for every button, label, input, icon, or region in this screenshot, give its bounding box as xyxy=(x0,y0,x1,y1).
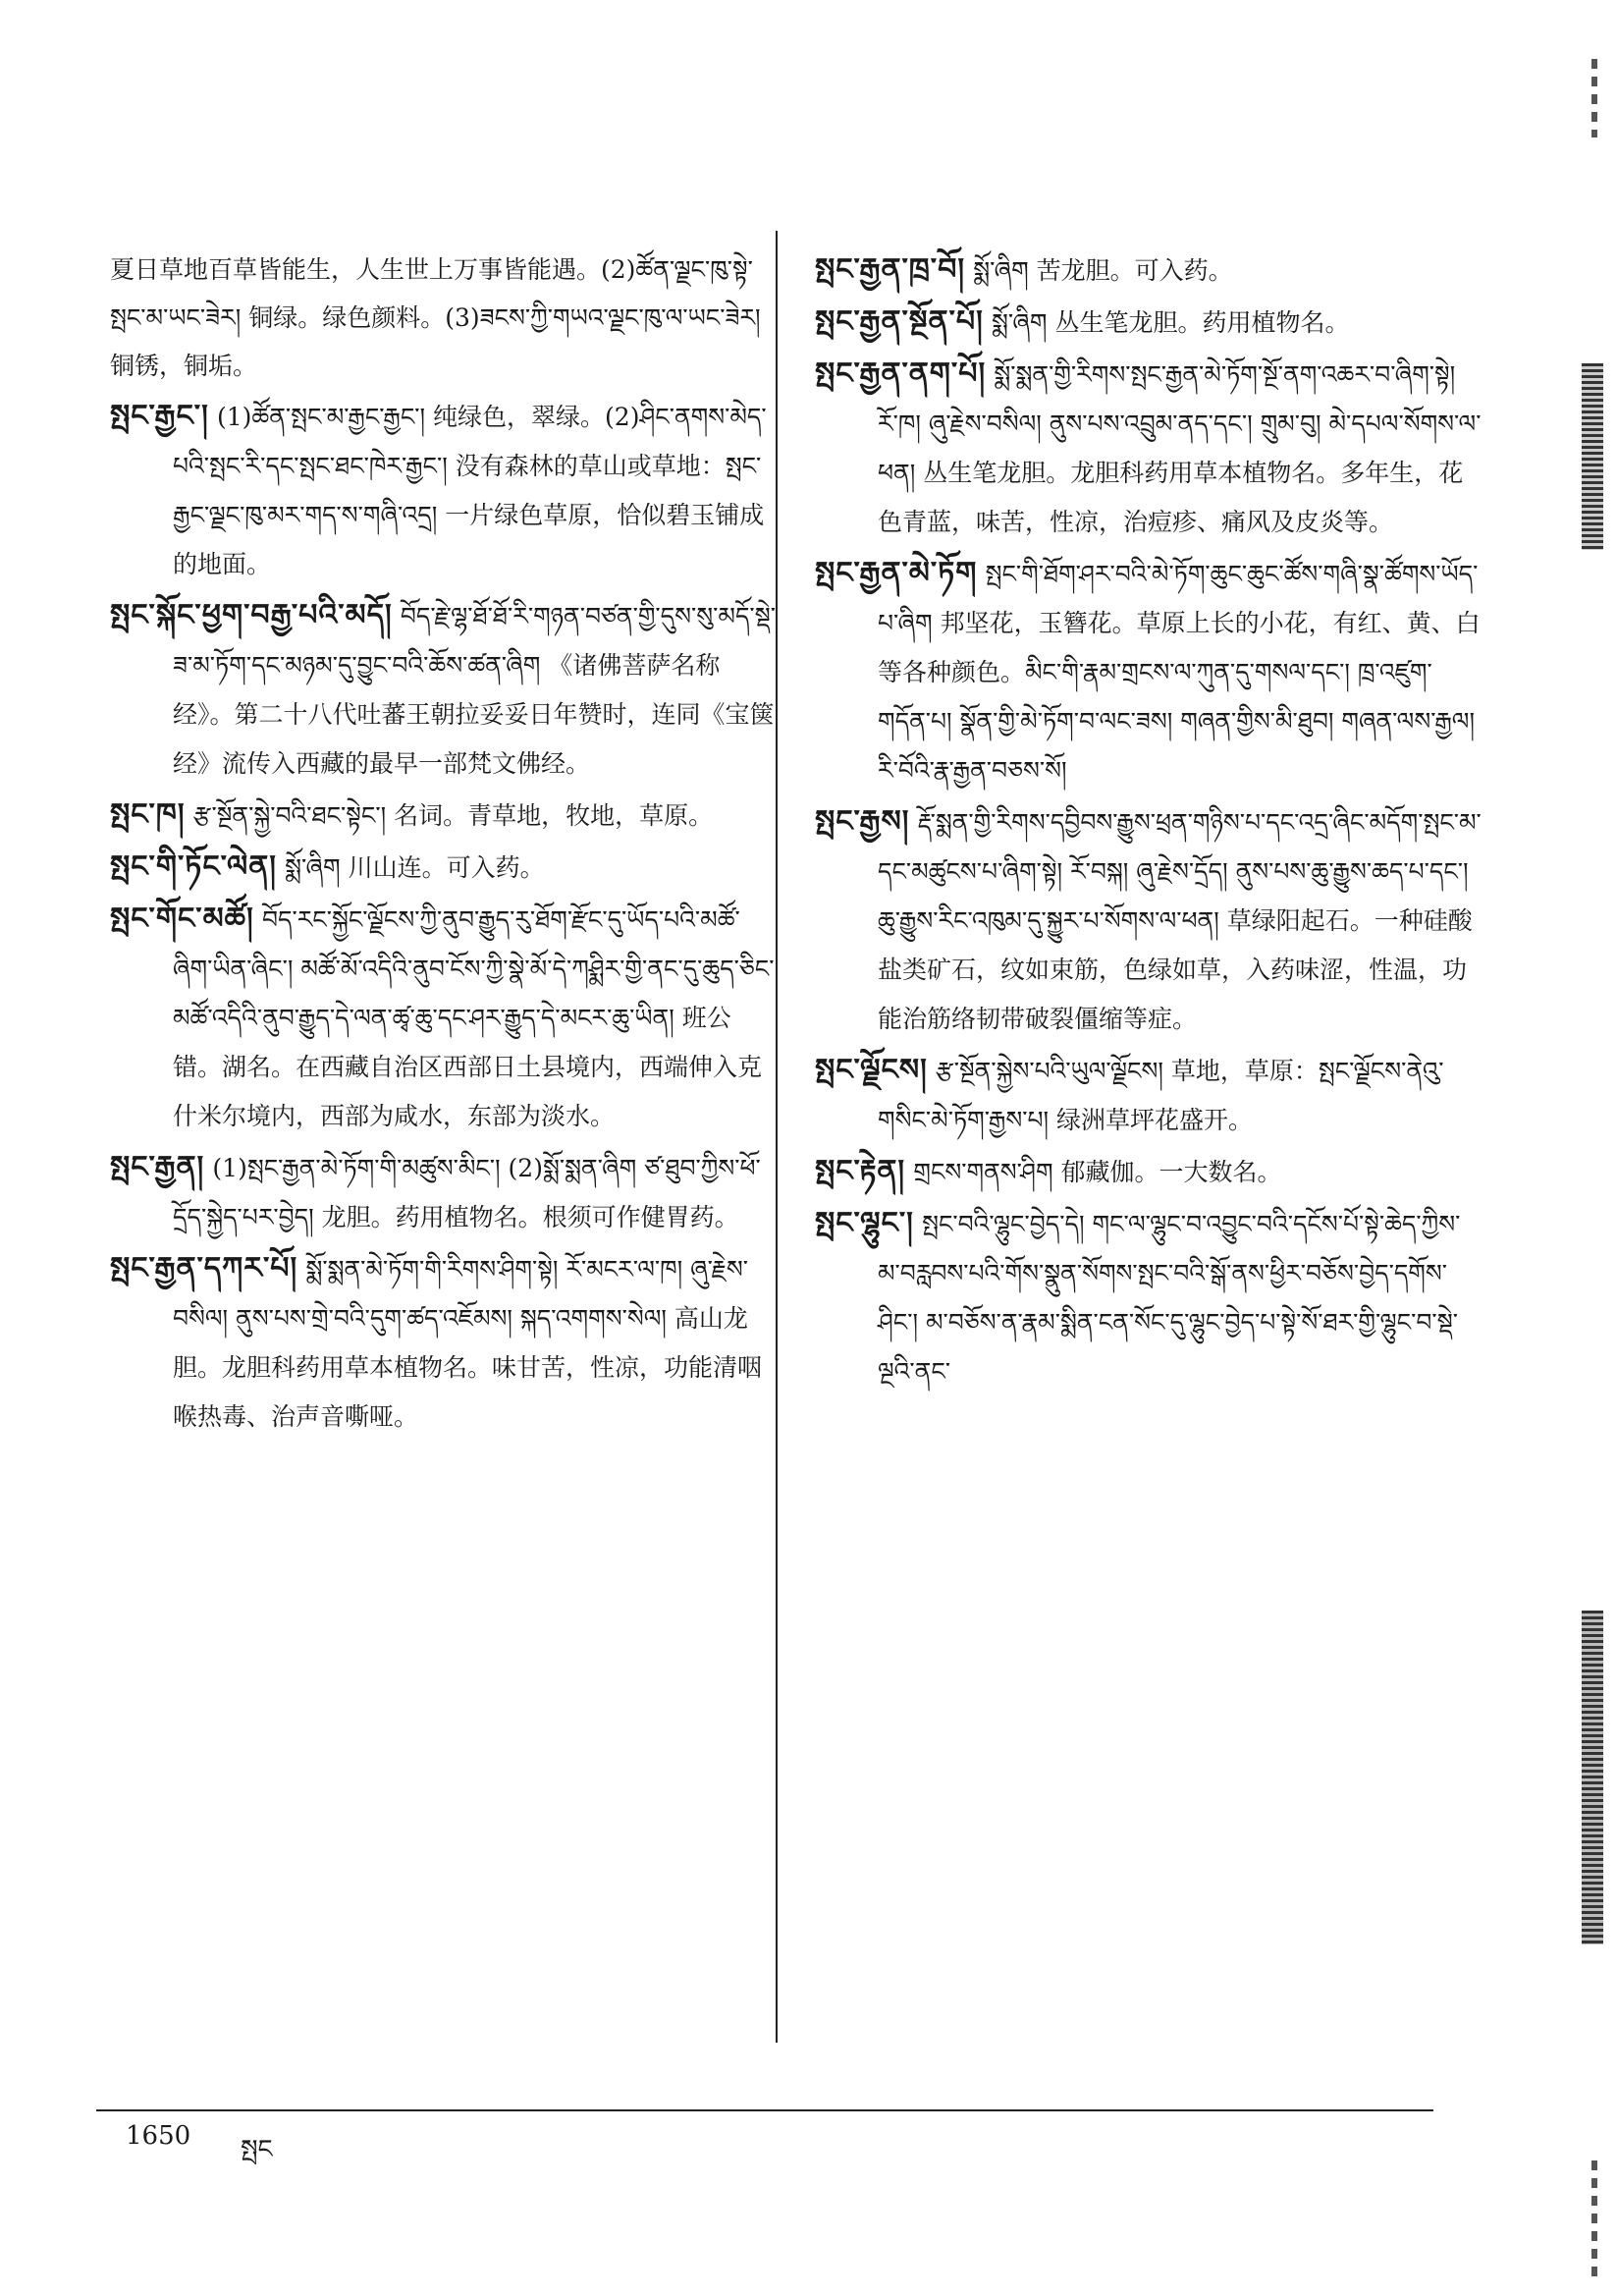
entry-definition: གྲངས་གནས་ཤིག 郁藏伽。一大数名。 xyxy=(913,1158,1282,1186)
entry-definition: སྨོ་ཞིག 苦龙胆。可入药。 xyxy=(973,256,1233,285)
entry-definition: སྨོ་སྨན་མེ་ཏོག་གི་རིགས་ཤིག་སྟེ། རོ་མངར་ལ་ཁ། ཞུ་རྗེས་བསིལ། ནུས་པས་གྲེ་བའི་དུག་ཚད་འཇོམས། སྐད་འགགས་སེལ། 高山龙胆。龙胆科药用草本植物名。味甘苦，性凉，功能清咽喉热毒、治声音嘶哑。 xyxy=(173,1255,763,1431)
entry-definition: སྤང་གི་ཐོག་ཤར་བའི་མེ་ཏོག་ཆུང་ཆུང་ཚོས་གཞི་སྣ་ཚོགས་ཡོད་པ་ཞིག 邦坚花，玉簪花。草原上长的小花，有红、黄、白等各种颜色。མིང་གི་རྣམ་གྲངས་ལ་ཀུན་དུ་གསལ་དང་། ཁྲ་འཛུག་གདོན་པ། སྣོན་གྱི་མེ་ཏོག་བ་ལང་ཟས། གཞན་གྱིས་མི་ཐུབ། གཞན་ལས་རྒྱལ། རི་བོའི་རྣ་རྒྱན་བཅས་སོ། xyxy=(878,560,1481,785)
entry-definition: རྩ་སྔོན་སྐྱེ་བའི་ཐང་སྟེང་། 名词。青草地，牧地，草原。 xyxy=(192,801,714,830)
entry-headword: སྤང་རྒྱན་སྔོན་པོ། xyxy=(815,304,984,339)
entry-headword: སྤང་ཁ། xyxy=(110,797,186,832)
entry-headword: སྤང་རྒྱས། xyxy=(815,804,910,839)
dictionary-entry xyxy=(815,1147,1482,1197)
entry-headword: སྤང་རྒྱན་མེ་ཏོག xyxy=(815,556,978,590)
entry-definition: སྨོ་ཞིག 川山连。可入药。 xyxy=(285,853,545,882)
page-number: 1650 xyxy=(126,2121,191,2151)
scan-edge-thumb-tab xyxy=(1582,1611,1603,1944)
entry-definition: སྨོ་ཞིག 丛生笔龙胆。药用植物名。 xyxy=(992,308,1350,337)
dictionary-entry xyxy=(110,591,778,789)
dictionary-entry xyxy=(110,791,778,841)
entry-headword: སྤང་རྒྱན། xyxy=(110,1150,205,1184)
dictionary-entry xyxy=(815,549,1482,795)
entry-headword: སྤང་རྒྱན་ནག་པོ། xyxy=(815,356,987,391)
dictionary-entry xyxy=(815,246,1482,296)
entry-headword: སྤང་གི་ཏོང་ལེན། xyxy=(110,849,277,884)
left-column xyxy=(110,246,778,1444)
dictionary-entry xyxy=(110,1244,778,1442)
entry-headword: སྤང་རྟེན། xyxy=(815,1154,906,1188)
entry-definition: (1)སྤང་རྒྱན་མེ་ཏོག་གི་མཚུས་མིང་། (2)སྨོ་སྨན་ཞིག ཙ་ཐུབ་ཀྱིས་ཕོ་དྲོད་སྐྱེད་པར་བྱེད། 龙胆。药用植物名。根须可作健胃药。 xyxy=(173,1154,761,1231)
entry-headword: སྤང་གོང་མཚོ། xyxy=(110,902,254,936)
entry-headword: སྤང་ལྗོངས། xyxy=(815,1053,928,1087)
running-head: སྤང xyxy=(241,2135,273,2164)
entry-definition: (1)ཚོན་སྤང་མ་རྒྱང་རྒྱང་། 纯绿色，翠绿。(2)ཤིང་ནགས་མེད་པའི་སྤང་རི་དང་སྤང་ཐང་ཁེར་རྒྱང་། 没有森林的草山或草地：སྤང་རྒྱང་ལྗང་ཁུ་མར་གད་ས་གཞི་འདྲ། 一片绿色草原，恰似碧玉铺成的地面。 xyxy=(173,403,767,578)
right-column xyxy=(815,246,1482,1398)
dictionary-entry xyxy=(815,298,1482,348)
dictionary-entry xyxy=(110,895,778,1141)
dictionary-entry xyxy=(815,1046,1482,1145)
entry-headword: སྤང་རྒྱན་ཁྲ་བོ། xyxy=(815,252,965,287)
dictionary-entry xyxy=(110,392,778,589)
entry-definition: བོད་རྗེ་ལྷ་ཐོ་ཐོ་རི་གཉན་བཙན་གྱི་དུས་སུ་མདོ་སྡེ་ཟ་མ་ཏོག་དང་མཉམ་དུ་བྱུང་བའི་ཆོས་ཚན་ཞིག 《诸佛菩萨名称经》。第二十八代吐蕃王朝拉妥妥日年赞时，连同《宝箧经》流传入西藏的最早一部梵文佛经。 xyxy=(173,602,777,778)
scan-edge-thumb-tab xyxy=(1582,363,1603,550)
entry-definition: རྡོ་སྨན་གྱི་རིགས་དབྱིབས་རྒྱུས་ཕྲན་གཉིས་པ་དང་འདྲ་ཞིང་མདོག་སྤང་མ་དང་མཚུངས་པ་ཞིག་སྟེ། རོ་བསྐ། ཞུ་རྗེས་དྲོད། ནུས་པས་ཆུ་རྒྱུས་ཆད་པ་དང་། ཆུ་རྒྱུས་རིང་འཁུམ་དུ་སྐྱུར་པ་སོགས་ལ་ཕན། 草绿阳起石。一种硅酸盐类矿石，纹如束筋，色绿如草，入药味涩，性温，功能治筋络韧带破裂僵缩等症。 xyxy=(878,808,1482,1033)
entry-definition: བོད་རང་སྐྱོང་ལྗོངས་ཀྱི་ནུབ་རྒྱུད་རུ་ཐོག་རྫོང་དུ་ཡོད་པའི་མཚོ་ཞིག་ཡིན་ཞིང་། མཚོ་མོ་འདིའི་ནུབ་ངོས་ཀྱི་སྣེ་མོ་དེ་ཀཤྨིར་གྱི་ནང་དུ་ཆུད་ཅིང་མཚོ་འདིའི་ནུབ་རྒྱུད་དེ་ལན་ཚྭ་ཆུ་དང་ཤར་རྒྱུད་དེ་མངར་ཆུ་ཡིན། 班公错。湖名。在西藏自治区西部日土县境内，西端伸入克什米尔境内，西部为咸水，东部为淡水。 xyxy=(173,905,775,1130)
scan-edge-marks-bottom xyxy=(1591,2160,1597,2278)
entry-headword: སྤང་སྐོང་ཕྱག་བརྒྱ་པའི་མདོ། xyxy=(110,598,393,632)
scan-edge-marks-top xyxy=(1591,59,1597,137)
entry-definition: རྩ་སྔོན་སྐྱེས་པའི་ཡུལ་ལྗོངས། 草地，草原：སྤང་ལྗོངས་ནེའུ་གསིང་མེ་ཏོག་རྒྱས་པ། 绿洲草坪花盛开。 xyxy=(878,1057,1444,1134)
entry-headword: སྤང་རྒྱན་དཀར་པོ། xyxy=(110,1251,298,1285)
entry-headword: སྤང་རྒྱང་། xyxy=(110,399,209,433)
column-divider xyxy=(776,231,778,2043)
dictionary-entry xyxy=(815,797,1482,1044)
dictionary-entry xyxy=(110,843,778,893)
dictionary-entry xyxy=(815,1199,1482,1396)
dictionary-entry xyxy=(110,1143,778,1242)
entry-headword: སྤང་ལྷུང་། xyxy=(815,1206,914,1240)
entry-continuation: 夏日草地百草皆能生，人生世上万事皆能遇。(2)ཚོན་ལྗང་ཁུ་སྟེ་སྤང་མ་ཡང་ཟེར། 铜绿。绿色颜料。(3)ཟངས་ཀྱི་གཡའ་ལྗང་ཁུ་ལ་ཡང་ཟེར། 铜锈，铜垢。 xyxy=(110,255,761,380)
entry-definition: སྤང་བའི་ལྷུང་བྱེད་དེ། གང་ལ་ལྷུང་བ་འབྱུང་བའི་དངོས་པོ་སྟེ་ཆེད་ཀྱིས་མ་བརླབས་པའི་གོས་སྣུན་སོགས་སྤང་བའི་སྒོ་ནས་ཕྱིར་བཅོས་བྱེད་དགོས་ཤིང་། མ་བཅོས་ན་རྣམ་སྨིན་ངན་སོང་དུ་ལྷུང་བྱེད་པ་སྟེ་སོ་ཐར་གྱི་ལྷུང་བ་སྡེ་ལྔའི་ནང་ xyxy=(878,1210,1461,1386)
dictionary-entry xyxy=(815,350,1482,547)
entry-definition: སྨོ་སྨན་གྱི་རིགས་སྤང་རྒྱན་མེ་ཏོག་སྔོ་ནག་འཆར་བ་ཞིག་སྟེ། རོ་ཁ། ཞུ་རྗེས་བསིལ། ནུས་པས་འབྲུམ་ནད་དང་། གྲུམ་བུ། མེ་དཔལ་སོགས་ལ་ཕན། 丛生笔龙胆。龙胆科药用草本植物名。多年生，花色青蓝，味苦，性凉，治痘疹、痛风及皮炎等。 xyxy=(878,360,1482,536)
footer-rule xyxy=(96,2109,1433,2111)
